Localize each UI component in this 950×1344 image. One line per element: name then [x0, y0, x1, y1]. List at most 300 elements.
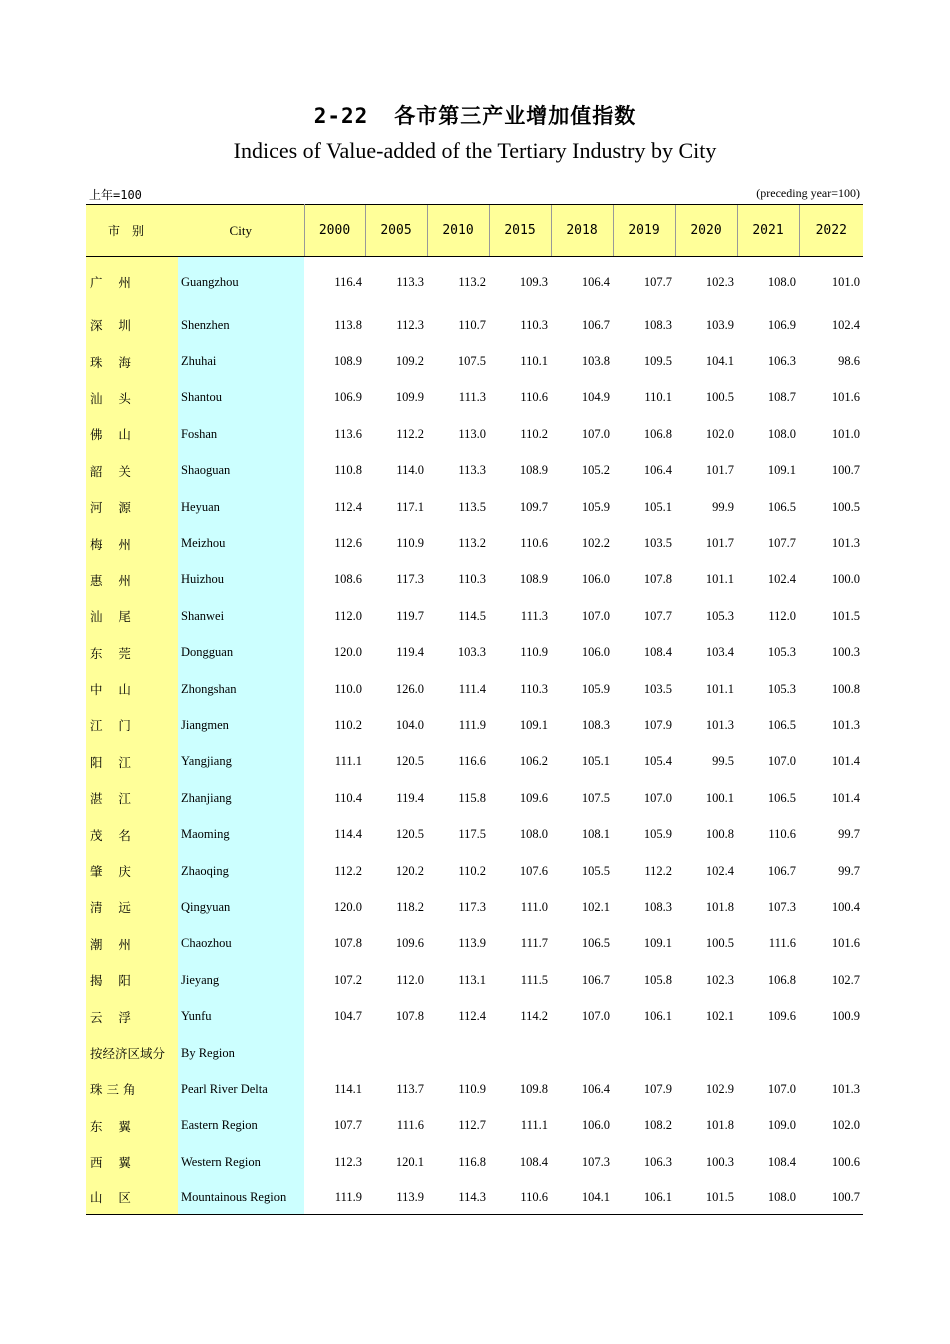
index-value: 116.4 — [334, 274, 362, 289]
index-value: 110.3 — [520, 317, 548, 332]
index-value: 110.3 — [458, 572, 486, 587]
index-value: 113.9 — [458, 936, 486, 951]
index-value: 109.0 — [767, 1118, 796, 1133]
index-value: 112.0 — [768, 608, 796, 623]
index-value: 108.3 — [643, 317, 672, 332]
table-row — [86, 635, 863, 671]
index-value: 109.2 — [395, 354, 424, 369]
index-value: 106.4 — [581, 1081, 610, 1096]
index-value: 106.8 — [767, 972, 796, 987]
index-value: 103.3 — [457, 645, 486, 660]
index-value: 112.0 — [334, 608, 362, 623]
index-value: 102.9 — [705, 1081, 734, 1096]
index-value: 107.7 — [643, 274, 672, 289]
index-value: 102.4 — [767, 572, 796, 587]
city-name-cn: 西 翼 — [86, 1144, 178, 1180]
index-value: 101.6 — [831, 936, 860, 951]
index-value: 109.1 — [643, 936, 672, 951]
index-value: 107.9 — [643, 1081, 672, 1096]
index-value: 102.0 — [831, 1118, 860, 1133]
city-name-en: Qingyuan — [178, 889, 304, 925]
index-value: 108.9 — [519, 572, 548, 587]
index-value: 112.4 — [334, 499, 362, 514]
header-year: 2010 — [427, 205, 489, 257]
index-value: 106.2 — [519, 754, 548, 769]
index-value: 106.4 — [643, 463, 672, 478]
index-value: 113.3 — [458, 463, 486, 478]
table-row — [86, 1144, 863, 1180]
index-value: 108.0 — [767, 426, 796, 441]
index-value: 100.4 — [831, 899, 860, 914]
index-value: 111.6 — [768, 936, 796, 951]
index-value: 107.8 — [333, 936, 362, 951]
index-value: 114.3 — [427, 1180, 489, 1215]
index-value: 105.1 — [643, 499, 672, 514]
index-value: 108.4 — [767, 1154, 796, 1169]
index-value: 109.6 — [519, 790, 548, 805]
index-value — [489, 1035, 551, 1071]
index-value: 98.6 — [838, 354, 860, 369]
index-value: 120.0 — [333, 899, 362, 914]
index-value: 113.8 — [334, 317, 362, 332]
index-value: 106.4 — [581, 274, 610, 289]
city-name-en: Shanwei — [178, 598, 304, 634]
city-name-en: Mountainous Region — [178, 1180, 304, 1215]
city-name-en: Foshan — [178, 416, 304, 452]
header-year: 2000 — [304, 205, 365, 257]
index-value: 101.1 — [705, 681, 734, 696]
city-name-cn: 阳 江 — [86, 744, 178, 780]
index-value: 112.2 — [396, 426, 424, 441]
table-row — [86, 926, 863, 962]
index-value: 101.3 — [705, 717, 734, 732]
index-value: 110.4 — [334, 790, 362, 805]
index-value: 106.9 — [767, 317, 796, 332]
table-row — [86, 453, 863, 489]
index-value: 112.2 — [334, 863, 362, 878]
index-value: 119.7 — [396, 608, 424, 623]
index-value: 102.1 — [705, 1009, 734, 1024]
header-year: 2015 — [489, 205, 551, 257]
header-year: 2020 — [675, 205, 737, 257]
table-row — [86, 1108, 863, 1144]
index-value: 120.2 — [395, 863, 424, 878]
index-value: 107.0 — [767, 1081, 796, 1096]
index-value: 112.3 — [396, 317, 424, 332]
index-value: 101.4 — [831, 790, 860, 805]
index-value: 106.1 — [613, 1180, 675, 1215]
index-value: 110.1 — [644, 390, 672, 405]
index-value: 100.8 — [831, 681, 860, 696]
header-year: 2019 — [613, 205, 675, 257]
index-value: 100.5 — [705, 936, 734, 951]
index-value: 107.9 — [643, 717, 672, 732]
table-row — [86, 998, 863, 1034]
table-row — [86, 598, 863, 634]
city-name-cn: 珠 三 角 — [86, 1071, 178, 1107]
index-value: 104.0 — [395, 717, 424, 732]
index-value: 108.4 — [519, 1154, 548, 1169]
header-city-cn: 市别 — [86, 205, 178, 257]
city-name-cn: 珠 海 — [86, 343, 178, 379]
index-value: 106.8 — [643, 426, 672, 441]
index-value: 108.6 — [333, 572, 362, 587]
city-name-en: Zhuhai — [178, 343, 304, 379]
index-value: 111.5 — [520, 972, 548, 987]
index-value: 106.7 — [767, 863, 796, 878]
index-value: 111.7 — [520, 936, 548, 951]
index-value: 101.4 — [831, 754, 860, 769]
header-year: 2018 — [551, 205, 613, 257]
city-name-en: By Region — [178, 1035, 304, 1071]
index-value: 100.5 — [705, 390, 734, 405]
index-value: 114.0 — [396, 463, 424, 478]
table-row — [86, 780, 863, 816]
index-value: 108.0 — [519, 827, 548, 842]
city-name-cn: 汕 尾 — [86, 598, 178, 634]
index-value: 101.7 — [705, 463, 734, 478]
index-value: 115.8 — [458, 790, 486, 805]
index-value: 113.9 — [365, 1180, 427, 1215]
index-value — [799, 1035, 863, 1071]
table-row — [86, 257, 863, 308]
index-value: 102.0 — [705, 426, 734, 441]
index-value — [551, 1035, 613, 1071]
index-value: 100.8 — [705, 827, 734, 842]
index-value: 99.5 — [712, 754, 734, 769]
index-value: 110.2 — [520, 426, 548, 441]
unit-note-en: (preceding year=100) — [756, 186, 860, 200]
index-value: 110.0 — [334, 681, 362, 696]
table-row — [86, 416, 863, 452]
index-value: 104.7 — [333, 1009, 362, 1024]
city-name-cn: 惠 州 — [86, 562, 178, 598]
index-value: 110.3 — [520, 681, 548, 696]
index-value: 109.3 — [519, 274, 548, 289]
index-value: 113.2 — [458, 274, 486, 289]
index-value: 120.5 — [395, 827, 424, 842]
header-year: 2005 — [365, 205, 427, 257]
index-value: 105.1 — [581, 754, 610, 769]
index-value: 108.9 — [519, 463, 548, 478]
index-value: 106.9 — [333, 390, 362, 405]
index-value: 113.3 — [396, 274, 424, 289]
city-name-cn: 湛 江 — [86, 780, 178, 816]
index-value: 107.0 — [581, 1009, 610, 1024]
index-value: 116.8 — [458, 1154, 486, 1169]
city-name-en: Heyuan — [178, 489, 304, 525]
index-value: 106.3 — [767, 354, 796, 369]
header-city-en: City — [178, 205, 304, 257]
city-name-en: Eastern Region — [178, 1108, 304, 1144]
city-name-cn: 东 莞 — [86, 635, 178, 671]
city-name-en: Western Region — [178, 1144, 304, 1180]
index-value: 118.2 — [396, 899, 424, 914]
city-name-en: Shaoguan — [178, 453, 304, 489]
index-value: 111.1 — [520, 1118, 548, 1133]
index-value: 101.3 — [831, 717, 860, 732]
city-name-cn: 潮 州 — [86, 926, 178, 962]
index-value: 109.6 — [767, 1009, 796, 1024]
index-value: 108.0 — [737, 1180, 799, 1215]
index-value: 108.0 — [767, 274, 796, 289]
city-name-en: Shantou — [178, 380, 304, 416]
index-value: 109.1 — [767, 463, 796, 478]
index-value: 107.8 — [395, 1009, 424, 1024]
city-name-cn: 河 源 — [86, 489, 178, 525]
index-value: 106.0 — [581, 572, 610, 587]
index-value: 106.1 — [643, 1009, 672, 1024]
index-value: 101.3 — [831, 1081, 860, 1096]
index-value: 107.7 — [767, 536, 796, 551]
index-value: 102.7 — [831, 972, 860, 987]
index-value: 101.3 — [831, 536, 860, 551]
city-name-en: Jiangmen — [178, 707, 304, 743]
index-value: 102.1 — [581, 899, 610, 914]
index-value: 99.7 — [838, 827, 860, 842]
table-row — [86, 853, 863, 889]
index-value: 100.7 — [799, 1180, 863, 1215]
city-name-cn: 汕 头 — [86, 380, 178, 416]
index-value: 101.6 — [831, 390, 860, 405]
index-value: 116.6 — [458, 754, 486, 769]
index-value: 106.0 — [581, 645, 610, 660]
city-name-cn: 佛 山 — [86, 416, 178, 452]
index-value: 103.9 — [705, 317, 734, 332]
index-value: 106.5 — [767, 499, 796, 514]
city-name-cn: 东 翼 — [86, 1108, 178, 1144]
city-name-en: Maoming — [178, 816, 304, 852]
table-row — [86, 1071, 863, 1107]
city-name-cn: 江 门 — [86, 707, 178, 743]
index-value: 111.3 — [520, 608, 548, 623]
index-value: 107.7 — [333, 1118, 362, 1133]
index-value: 104.9 — [581, 390, 610, 405]
index-value: 120.1 — [395, 1154, 424, 1169]
index-value: 107.3 — [581, 1154, 610, 1169]
index-value: 105.5 — [581, 863, 610, 878]
index-value: 100.7 — [831, 463, 860, 478]
index-value: 112.4 — [458, 1009, 486, 1024]
index-value: 106.5 — [581, 936, 610, 951]
index-value: 113.0 — [458, 426, 486, 441]
index-value: 104.1 — [705, 354, 734, 369]
index-value: 108.2 — [643, 1118, 672, 1133]
city-name-cn: 中 山 — [86, 671, 178, 707]
city-name-en: Meizhou — [178, 525, 304, 561]
index-value: 103.4 — [705, 645, 734, 660]
index-value: 100.1 — [705, 790, 734, 805]
index-value: 107.0 — [581, 608, 610, 623]
index-value: 101.1 — [705, 572, 734, 587]
index-value: 113.1 — [458, 972, 486, 987]
index-value: 110.7 — [458, 317, 486, 332]
index-value: 103.8 — [581, 354, 610, 369]
index-value: 107.7 — [643, 608, 672, 623]
city-name-en: Zhanjiang — [178, 780, 304, 816]
index-value: 111.4 — [458, 681, 486, 696]
index-value: 106.0 — [581, 1118, 610, 1133]
index-value — [304, 1035, 365, 1071]
city-name-en: Shenzhen — [178, 307, 304, 343]
index-value: 105.9 — [581, 499, 610, 514]
city-name-en: Yangjiang — [178, 744, 304, 780]
index-value: 119.4 — [396, 790, 424, 805]
index-value: 102.2 — [581, 536, 610, 551]
table-row — [86, 671, 863, 707]
index-value: 112.6 — [334, 536, 362, 551]
city-name-en: Jieyang — [178, 962, 304, 998]
city-name-cn: 揭 阳 — [86, 962, 178, 998]
index-value: 109.8 — [519, 1081, 548, 1096]
city-name-cn: 梅 州 — [86, 525, 178, 561]
index-value: 107.0 — [767, 754, 796, 769]
index-value: 102.3 — [705, 972, 734, 987]
index-value: 111.9 — [458, 717, 486, 732]
index-value: 101.7 — [705, 536, 734, 551]
index-value: 117.5 — [458, 827, 486, 842]
index-value: 110.6 — [520, 536, 548, 551]
index-value: 100.0 — [831, 572, 860, 587]
index-value: 107.6 — [519, 863, 548, 878]
index-value: 113.5 — [458, 499, 486, 514]
index-value: 108.3 — [581, 717, 610, 732]
index-value: 111.0 — [520, 899, 548, 914]
index-value: 106.7 — [581, 972, 610, 987]
index-value: 109.6 — [395, 936, 424, 951]
index-value: 111.3 — [458, 390, 486, 405]
table-number: 2-22 — [313, 104, 369, 128]
city-name-en: Huizhou — [178, 562, 304, 598]
index-value: 107.0 — [581, 426, 610, 441]
index-value: 99.9 — [712, 499, 734, 514]
index-value: 101.0 — [831, 426, 860, 441]
index-value: 108.3 — [643, 899, 672, 914]
city-name-cn: 清 远 — [86, 889, 178, 925]
index-value: 102.4 — [705, 863, 734, 878]
index-value: 104.1 — [551, 1180, 613, 1215]
index-value: 106.3 — [643, 1154, 672, 1169]
index-value: 107.8 — [643, 572, 672, 587]
index-value: 120.5 — [395, 754, 424, 769]
index-value: 103.5 — [643, 536, 672, 551]
index-value: 113.2 — [458, 536, 486, 551]
index-value: 107.0 — [643, 790, 672, 805]
index-value: 120.0 — [333, 645, 362, 660]
index-value: 110.9 — [520, 645, 548, 660]
index-value: 105.8 — [643, 972, 672, 987]
index-value: 105.9 — [581, 681, 610, 696]
table-row — [86, 1180, 863, 1215]
index-value: 112.7 — [458, 1118, 486, 1133]
index-value: 102.4 — [831, 317, 860, 332]
index-value: 100.6 — [831, 1154, 860, 1169]
index-value: 117.3 — [458, 899, 486, 914]
index-value: 109.7 — [519, 499, 548, 514]
table-row — [86, 707, 863, 743]
title-cn-text: 各市第三产业增加值指数 — [394, 104, 637, 128]
index-value: 117.3 — [396, 572, 424, 587]
index-value: 111.6 — [396, 1118, 424, 1133]
index-value: 108.4 — [643, 645, 672, 660]
index-value: 101.5 — [831, 608, 860, 623]
table-row — [86, 343, 863, 379]
index-value: 110.1 — [520, 354, 548, 369]
index-value: 102.3 — [705, 274, 734, 289]
index-value: 119.4 — [396, 645, 424, 660]
city-name-en: Zhaoqing — [178, 853, 304, 889]
index-value: 109.5 — [643, 354, 672, 369]
index-value: 112.0 — [396, 972, 424, 987]
index-value: 107.3 — [767, 899, 796, 914]
index-value — [427, 1035, 489, 1071]
index-value: 114.1 — [334, 1081, 362, 1096]
index-value: 107.2 — [333, 972, 362, 987]
table-row — [86, 525, 863, 561]
index-value: 105.3 — [767, 645, 796, 660]
city-name-cn: 茂 名 — [86, 816, 178, 852]
table-row — [86, 889, 863, 925]
index-value: 114.2 — [520, 1009, 548, 1024]
city-name-en: Chaozhou — [178, 926, 304, 962]
city-name-cn: 肇 庆 — [86, 853, 178, 889]
index-value: 108.9 — [333, 354, 362, 369]
index-value: 109.9 — [395, 390, 424, 405]
index-value: 113.7 — [396, 1081, 424, 1096]
index-value: 111.9 — [304, 1180, 365, 1215]
table-row — [86, 744, 863, 780]
city-name-en: Dongguan — [178, 635, 304, 671]
index-value: 106.5 — [767, 717, 796, 732]
city-name-cn: 按经济区域分 — [86, 1035, 178, 1071]
index-value: 100.3 — [705, 1154, 734, 1169]
city-name-en: Zhongshan — [178, 671, 304, 707]
index-value: 105.3 — [705, 608, 734, 623]
page-title-en: Indices of Value-added of the Tertiary Industry by City — [233, 138, 717, 163]
index-value: 108.7 — [767, 390, 796, 405]
table-row — [86, 380, 863, 416]
index-value: 110.2 — [458, 863, 486, 878]
index-value: 100.9 — [831, 1009, 860, 1024]
index-value: 110.9 — [458, 1081, 486, 1096]
index-value: 101.0 — [831, 274, 860, 289]
data-table — [86, 204, 863, 1215]
header-year: 2021 — [737, 205, 799, 257]
index-value: 110.6 — [520, 390, 548, 405]
index-value: 110.8 — [334, 463, 362, 478]
table-row — [86, 489, 863, 525]
city-name-cn: 山 区 — [86, 1180, 178, 1215]
table-row — [86, 1035, 863, 1071]
city-name-en: Pearl River Delta — [178, 1071, 304, 1107]
city-name-en: Yunfu — [178, 998, 304, 1034]
index-value: 101.8 — [705, 899, 734, 914]
table-row — [86, 962, 863, 998]
index-value — [613, 1035, 675, 1071]
index-value: 114.5 — [458, 608, 486, 623]
index-value: 110.9 — [396, 536, 424, 551]
table-row — [86, 562, 863, 598]
index-value: 99.7 — [838, 863, 860, 878]
header-row — [86, 205, 863, 257]
city-name-cn: 云 浮 — [86, 998, 178, 1034]
header-year: 2022 — [799, 205, 863, 257]
index-value: 105.2 — [581, 463, 610, 478]
index-value: 106.5 — [767, 790, 796, 805]
index-value: 105.9 — [643, 827, 672, 842]
index-value: 110.6 — [489, 1180, 551, 1215]
index-value: 108.1 — [581, 827, 610, 842]
